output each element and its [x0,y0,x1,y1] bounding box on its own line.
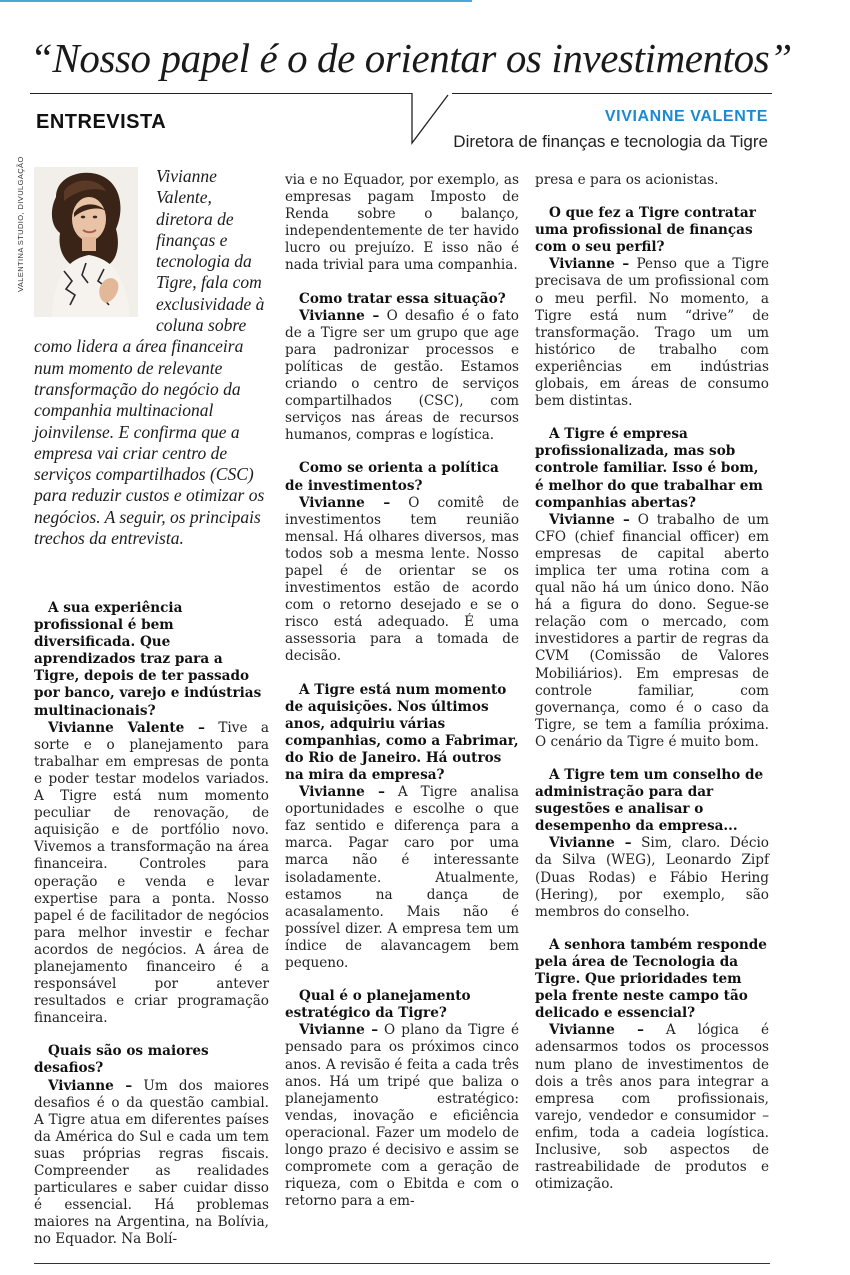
interview-answer [285,308,519,445]
speaker-name: Vivianne – [549,511,630,528]
interview-question: A Tigre está num momento de aquisições. Nos últimos anos, adquiriu várias companhias, como a Fabrimar, do Rio de Janeiro. Há outros na mira da empresa? [285,681,519,783]
interview-question: A sua experiência profissional é bem diversificada. Que aprendizados traz para a Tigre, depois de ter passado por banco, varejo e indústrias multinacionais? [34,600,262,719]
article-column-1 [34,600,269,1248]
header-rule-right [452,93,772,94]
answer-text: Tive a sorte e o planejamento para trabalhar em empresas de ponta e poder testar modelos variados. A Tigre está num momento peculiar de renovação, de aquisição e de portfólio novo. Vivemos a transformação na área financeira. Controles para operação e venda e levar expertise para a ponta. Nosso papel é de facilitador de negócios para melhor investir e fechar acordos de negócios. A área de planejamento financeiro é a responsável por antever resultados e criar programação financeira. [34,719,269,1027]
interview-question: A senhora também responde pela área de Tecnologia da Tigre. Que prioridades tem pela frente neste campo tão delicado e essencial? [535,936,767,1022]
interview-question: Como tratar essa situação? [299,290,506,307]
interview-answer [285,495,519,666]
interview-answer [535,256,769,410]
speaker-name: Vivianne – [48,1077,133,1094]
answer-text: Um dos maiores desafios é o da questão cambial. A Tigre atua em diferentes países da América do Sul e cada um tem suas próprias regras fiscais. Compreender as realidades particulares e saber cuidar disso é essencial. Há problemas maiores na Argentina, na Bolívia, no Equador. Na Bolí- [34,1077,270,1248]
headline: “Nosso papel é o de orientar os investimentos” [30,35,792,81]
answer-continuation: presa e para os acionistas. [535,172,719,188]
article-column-3 [535,172,769,1193]
interviewee-role: Diretora de finanças e tecnologia da Tigre [453,132,768,151]
speaker-name: Vivianne – [299,307,380,324]
interview-answer [535,512,769,751]
speaker-name: Vivianne – [549,1022,644,1039]
answer-text: O plano da Tigre é pensado para os próximos cinco anos. A revisão é feita a cada três anos. Há um tripé que baliza o planejamento estratégico: vendas, inovação e eficiência operacional. Fazer um modelo de longo prazo é decisivo e assim se compromete com a geração de riqueza, com o Ebitda e com o retorno para a em- [285,1022,519,1210]
speaker-name: Vivianne – [549,835,632,852]
speaker-name: Vivianne – [299,1022,379,1039]
speaker-name: Vivianne Valente – [48,719,205,736]
intro-lead [34,166,266,549]
interview-question: O que fez a Tigre contratar uma profissional de finanças com o seu perfil? [535,205,756,256]
header-rule-notch [396,93,456,145]
interview-answer [285,1022,519,1210]
interview-question: A Tigre tem um conselho de administração para dar sugestões e analisar o desempenho da empresa... [535,767,764,835]
answer-text: A Tigre analisa oportunidades e escolhe o que faz sentido e diferença para a marca. Pagar caro por uma marca não é interessante isoladamente. Atualmente, estamos na dança de acasalamento. Mais não é possível dizer. A empresa tem um índice de alavancagem bem pequeno. [285,784,519,972]
interview-question: Quais são os maiores desafios? [34,1043,209,1077]
interviewee-name: VIVIANNE VALENTE [604,108,768,125]
answer-text: Sim, claro. Décio da Silva (WEG), Leonardo Zipf (Duas Rodas) e Fábio Hering (Hering), por exemplo, são membros do conselho. [535,835,769,920]
answer-text: O desafio é o fato de a Tigre ser um grupo que age para padronizar processos e políticas de gestão. Estamos criando o centro de serviços compartilhados (CSC), com serviços nas áreas de recursos humanos, compras e logística. [285,307,519,444]
interview-answer [535,835,769,920]
interview-answer [535,1022,769,1193]
answer-text: Penso que a Tigre precisava de um profissional com o meu perfil. No momento, a Tigre está num “drive” de transformação. Trago um um histórico de trabalho com experiências em indústrias globais, em áreas de consumo bem distintas. [535,256,770,410]
photo-credit: VALENTINA STUDIO, DIVULGAÇÃO [16,156,25,292]
interview-answer [34,720,269,1028]
interview-answer [285,784,519,972]
article-column-2 [285,172,519,1210]
interview-question: A Tigre é empresa profissionalizada, mas sob controle familiar. Isso é bom, é melhor do que trabalhar em companhias abertas? [535,426,763,511]
answer-text: O comitê de investimentos tem reunião mensal. Há olhares diversos, mas todos sob a mesma lente. Nosso papel é de orientar se os investimentos estão de acordo com o retorno desejado e se o risco está adequado. É uma assessoria para a tomada de decisão. [285,494,519,665]
intro-photo-spacer [34,166,156,324]
answer-text: A lógica é adensarmos todos os processos num plano de investimentos de dois a três anos para integrar a empresa com profissionais, varejo, vendedor e consumidor – enfim, toda a cadeia logística. Inclusive, sob aspectos de rastreabilidade de produtos e otimização. [535,1022,769,1193]
interview-answer [34,1078,269,1249]
intro-text: Vivianne Valente, diretora de finanças e tecnologia da Tigre, fala com exclusividade à coluna sobre como lidera a área financeira num momento de relevante transformação do negócio da companhia multinacional joinvilense. E confirma que a empresa vai criar centro de serviços compartilhados (CSC) para reduzir custos e otimizar os negócios. A seguir, os principais trechos da entrevista. [34,166,265,549]
top-accent-line [0,0,472,2]
speaker-name: Vivianne – [299,784,385,801]
speaker-name: Vivianne – [549,256,630,273]
answer-continuation: via e no Equador, por exemplo, as empresas pagam Imposto de Renda sobre o balanço, independentemente de ter havido lucro ou prejuízo. E isso não é nada trivial para uma companhia. [285,172,519,274]
interview-question: Qual é o planejamento estratégico da Tigre? [285,988,471,1022]
header-rule-left [30,93,412,94]
answer-text: O trabalho de um CFO (chief financial officer) em empresas de capital aberto implica ter uma rotina com a qual não há um único dono. Não há a figura do dono. Segue-se relação com o mercado, com investidores a partir de regras da CVM (Comissão de Valores Mobiliários). Em empresas de controle familiar, com governança, como é o caso da Tigre, se tem a família próxima. O cenário da Tigre é muito bom. [535,511,769,750]
interview-question: Como se orienta a política de investimentos? [285,460,499,494]
bottom-rule [34,1263,770,1264]
speaker-name: Vivianne – [299,494,391,511]
section-label: ENTREVISTA [36,111,167,133]
